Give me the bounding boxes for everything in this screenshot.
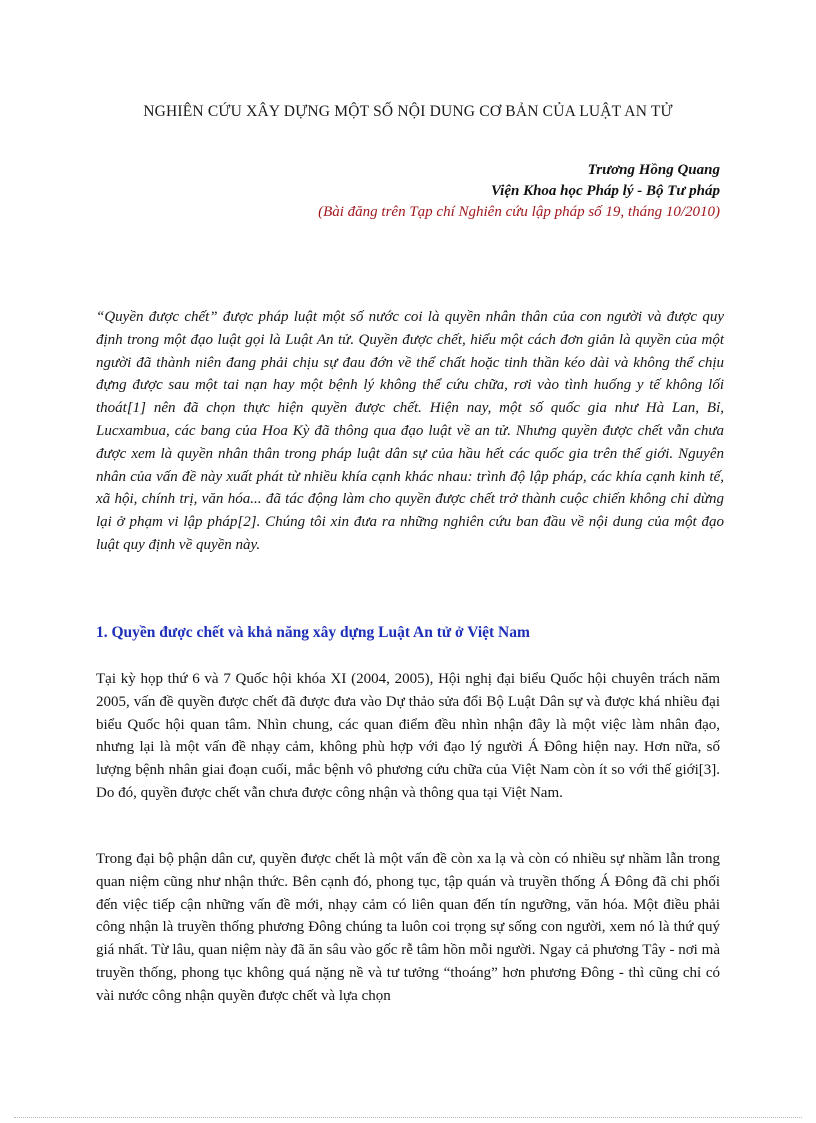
abstract-paragraph: “Quyền được chết” được pháp luật một số nước coi là quyền nhân thân của con người và được quy định trong một đạo luật gọi là Luật An tử. Quyền được chết, hiểu một cách đơn giản là quyền của một người đã thành niên đang phải chịu sự đau đớn về thể chất hoặc tinh thần kéo dài và không thể chịu đựng được sau một tai nạn hay một bệnh lý không thể cứu chữa, rơi vào tình huống y tế không lối thoát[1] nên đã chọn thực hiện quyền được chết. Hiện nay, một số quốc gia như Hà Lan, Bỉ, Lucxambua, các bang của Hoa Kỳ đã thông qua đạo luật về an tử. Nhưng quyền được chết vẫn chưa được xem là quyền nhân thân trong pháp luật dân sự của hầu hết các quốc gia trên thế giới. Nguyên nhân của vấn đề này xuất phát từ nhiều khía cạnh khác nhau: trình độ lập pháp, các khía cạnh kinh tế, xã hội, chính trị, văn hóa... đã tác động làm cho quyền được chết trở thành cuộc chiến không chỉ dừng lại ở phạm vi lập pháp[2]. Chúng tôi xin đưa ra những nghiên cứu ban đầu về nội dung của một đạo luật quy định về quyền này. xyxy=(96,309,724,553)
byline xyxy=(318,160,720,223)
body-paragraph: Tại kỳ họp thứ 6 và 7 Quốc hội khóa XI (2004, 2005), Hội nghị đại biểu Quốc hội chuyên trách năm 2005, vấn đề quyền được chết đã được đưa vào Dự thảo sửa đổi Bộ Luật Dân sự và được khá nhiều đại biểu Quốc hội quan tâm. Nhìn chung, các quan điểm đều nhìn nhận đây là một việc làm nhân đạo, nhưng lại là một vấn đề nhạy cảm, không phù hợp với đạo lý người Á Đông hiện nay. Hơn nữa, số lượng bệnh nhân giai đoạn cuối, mắc bệnh vô phương cứu chữa của Việt Nam còn ít so với thế giới[3]. Do đó, quyền được chết vẫn chưa được công nhận và thông qua tại Việt Nam. xyxy=(96,671,720,801)
body-paragraph: Trong đại bộ phận dân cư, quyền được chết là một vấn đề còn xa lạ và còn có nhiều sự nhầm lẫn trong quan niệm cũng như nhận thức. Bên cạnh đó, phong tục, tập quán và truyền thống Á Đông đã chi phối đến việc tiếp cận những vấn đề mới, nhạy cảm có liên quan đến tín ngưỡng, văn hóa. Một điều phải công nhận là truyền thống phương Đông chúng ta luôn coi trọng sự sống con người, xem nó là thứ quý giá nhất. Từ lâu, quan niệm này đã ăn sâu vào gốc rễ tâm hồn mỗi người. Ngay cả phương Tây - nơi mà truyền thống, phong tục không quá nặng nề và tư tưởng “thoáng” hơn phương Đông - thì cũng chỉ có vài nước công nhận quyền được chết và lựa chọn xyxy=(96,851,720,1004)
document-title: NGHIÊN CỨU XÂY DỰNG MỘT SỐ NỘI DUNG CƠ BẢN CỦA LUẬT AN TỬ xyxy=(143,103,673,120)
author-name: Trương Hồng Quang xyxy=(587,162,720,178)
section-heading: 1. Quyền được chết và khả năng xây dựng Luật An tử ở Việt Nam xyxy=(96,624,530,641)
page-bottom-rule xyxy=(14,1117,802,1118)
publication-source: (Bài đăng trên Tạp chí Nghiên cứu lập pháp số 19, tháng 10/2010) xyxy=(318,204,720,220)
author-institute: Viện Khoa học Pháp lý - Bộ Tư pháp xyxy=(490,183,720,199)
